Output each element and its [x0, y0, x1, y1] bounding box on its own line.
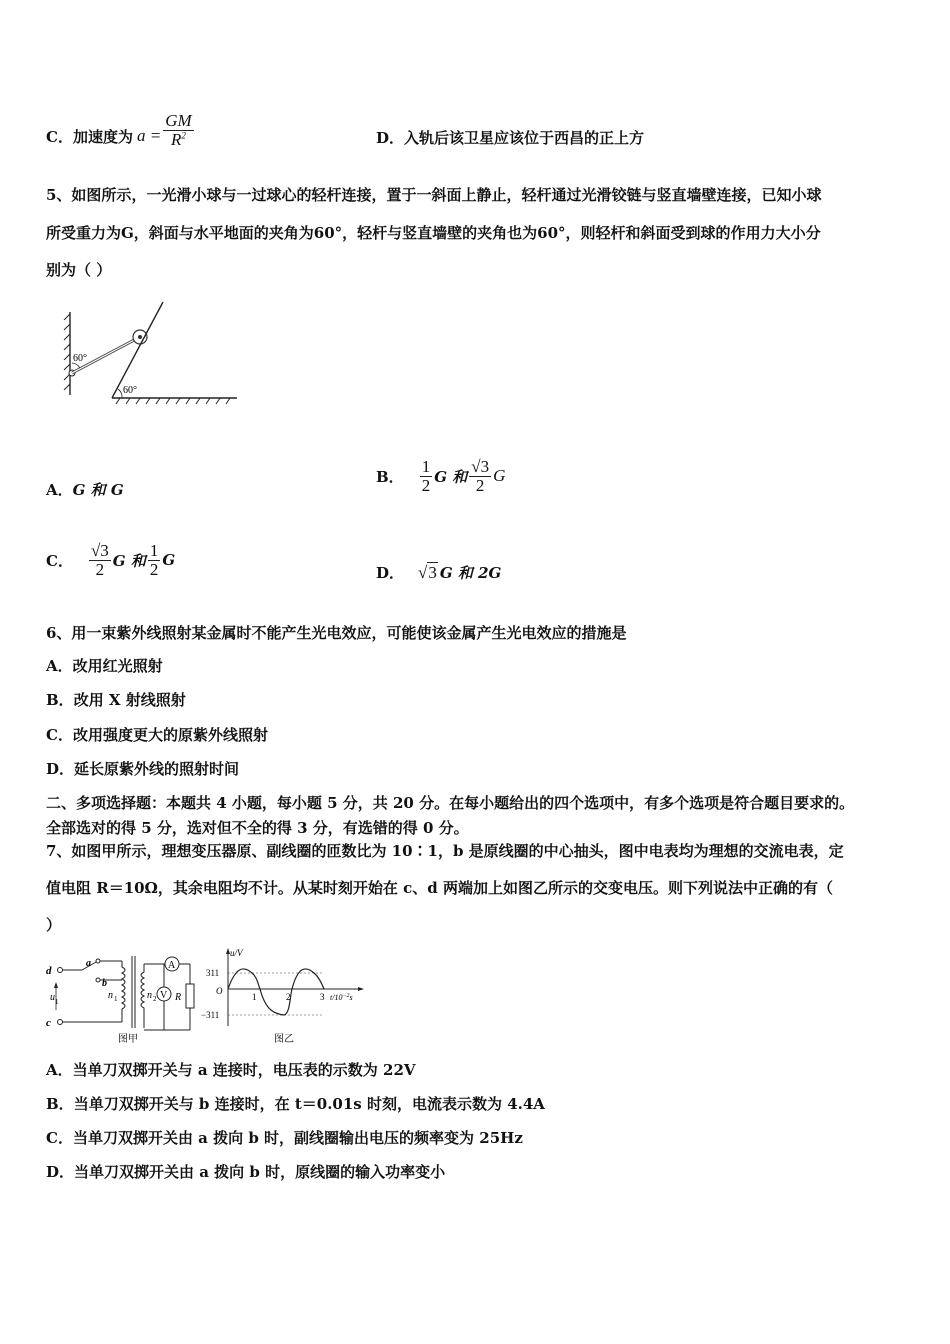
- formula-exponent: 2: [181, 130, 186, 141]
- q5-stem-line-1: 5、如图所示，一光滑小球与一过球心的轻杆连接，置于一斜面上静止，轻杆通过光滑铰链与竖直墙壁连接，已知小球: [46, 186, 822, 204]
- q6-option-a: A．改用红光照射: [46, 657, 163, 675]
- waveform-max-value: 311: [206, 968, 220, 978]
- section-2-heading-line-2: 全部选对的得 5 分，选对但不全的得 3 分，有选错的得 0 分。: [46, 819, 469, 837]
- q5-option-d: [376, 562, 501, 583]
- q7-option-d: D．当单刀双掷开关由 a 拨向 b 时，原线圈的输入功率变小: [46, 1163, 446, 1181]
- option-text: G 和 2G: [439, 564, 502, 582]
- resistor-label: R: [175, 992, 182, 1003]
- q7-option-b: B．当单刀双掷开关与 b 连接时，在 t＝0.01s 时刻，电流表示数为 4.4A: [46, 1095, 545, 1113]
- option-label: D．: [376, 129, 405, 147]
- fraction-sqrt3-half: $\frac{√3}{2}$: [471, 457, 490, 495]
- option-label: C．: [46, 127, 73, 146]
- q4-option-c: [46, 111, 196, 155]
- waveform-tick-1: 1: [252, 992, 257, 1002]
- caption-a: 图甲: [118, 1034, 138, 1044]
- wall-angle-label: 60°: [73, 353, 87, 364]
- q6-option-d: D．延长原紫外线的照射时间: [46, 760, 240, 778]
- option-label: D．: [376, 564, 405, 582]
- option-label: B．: [376, 467, 404, 486]
- waveform-u-axis-label: u/V: [230, 948, 243, 958]
- option-mid: G 和: [434, 467, 468, 486]
- waveform-tick-3: 3: [320, 992, 325, 1002]
- svg-text:1: 1: [55, 998, 59, 1006]
- terminal-c-label: c: [46, 1017, 51, 1029]
- q5-option-c: [46, 542, 175, 579]
- waveform-tick-2: 2: [286, 992, 291, 1002]
- terminal-d-label: d: [46, 965, 52, 977]
- option-text: 加速度为: [72, 127, 133, 146]
- section-2-heading-line-1: 二、多项选择题：本题共 4 小题，每小题 5 分，共 20 分。在每小题给出的四个选项中，有多个选项是符合题目要求的。: [46, 794, 855, 812]
- option-text: 入轨后该卫星应该位于西昌的正上方: [404, 129, 645, 147]
- option-tail: G: [493, 466, 506, 486]
- q7-stem-line-2: 值电阻 R＝10Ω，其余电阻均不计。从某时刻开始在 c、d 两端加上如图乙所示的交变电压。则下列说法中正确的有（: [46, 879, 833, 897]
- fraction-half: $\frac{1}{2}$: [421, 457, 431, 495]
- q6-option-b: B．改用 X 射线照射: [46, 691, 186, 709]
- sqrt-3: √3: [418, 562, 437, 582]
- ground-angle-arc: [118, 389, 122, 398]
- q5-stem-line-3: 别为（ ）: [46, 261, 112, 279]
- option-text: G 和 G: [72, 481, 124, 499]
- option-mid: G 和: [112, 551, 146, 570]
- incline-line: [112, 302, 163, 398]
- q5-stem-line-2: 所受重力为G，斜面与水平地面的夹角为60°，轻杆与竖直墙壁的夹角也为60°，则轻杆和斜面受到球的作用力大小分: [46, 224, 821, 242]
- q4-option-d: [376, 127, 644, 148]
- waveform-t-axis-label: $t/10^{-2}s$: [330, 993, 353, 1002]
- n1-label: n: [108, 990, 113, 1001]
- option-label: A．: [46, 481, 73, 499]
- fraction-sqrt3-half: $\frac{√3}{2}$: [90, 541, 109, 579]
- q6-option-c: C．改用强度更大的原紫外线照射: [46, 726, 268, 744]
- option-label: C．: [46, 551, 73, 570]
- formula-lhs: a =: [136, 126, 162, 146]
- q7-figure: [44, 944, 364, 1044]
- q5-figure: [60, 300, 245, 410]
- formula-denominator: $R^2$: [170, 129, 186, 149]
- option-tail: G: [162, 551, 176, 570]
- switch-a-label: a: [86, 958, 91, 969]
- svg-text:2: 2: [153, 995, 157, 1003]
- ammeter-label: A: [168, 960, 176, 971]
- voltmeter-label: V: [160, 990, 168, 1001]
- q6-stem: 6、用一束紫外线照射某金属时不能产生光电效应，可能使该金属产生光电效应的措施是: [46, 624, 627, 642]
- wall-hatch: [64, 314, 70, 390]
- formula-numerator: GM: [165, 111, 192, 130]
- n2-label: n: [147, 990, 152, 1001]
- u1-label: u: [50, 992, 55, 1003]
- q7-stem-line-1: 7、如图甲所示，理想变压器原、副线圈的匝数比为 10∶1，b 是原线圈的中心抽头，图中电表均为理想的交流电表，定: [46, 842, 844, 860]
- q7-option-c: C．当单刀双掷开关由 a 拨向 b 时，副线圈输出电压的频率变为 25Hz: [46, 1129, 523, 1147]
- fraction-half: $\frac{1}{2}$: [149, 541, 159, 579]
- waveform-origin: O: [216, 986, 223, 996]
- waveform-min-value: −311: [201, 1010, 220, 1020]
- ground-hatch: [116, 398, 230, 404]
- q5-option-b: [376, 458, 505, 495]
- q5-option-a: [46, 479, 124, 500]
- ground-angle-label: 60°: [123, 385, 137, 396]
- waveform-sine: [228, 969, 324, 1015]
- svg-text:1: 1: [114, 995, 118, 1003]
- q7-option-a: A．当单刀双掷开关与 a 连接时，电压表的示数为 22V: [46, 1061, 416, 1079]
- caption-b: 图乙: [274, 1034, 294, 1044]
- formula-fraction: [163, 112, 193, 149]
- q7-stem-line-3: ）: [46, 916, 62, 934]
- switch-b-label: b: [102, 978, 107, 989]
- resistor: [186, 984, 194, 1008]
